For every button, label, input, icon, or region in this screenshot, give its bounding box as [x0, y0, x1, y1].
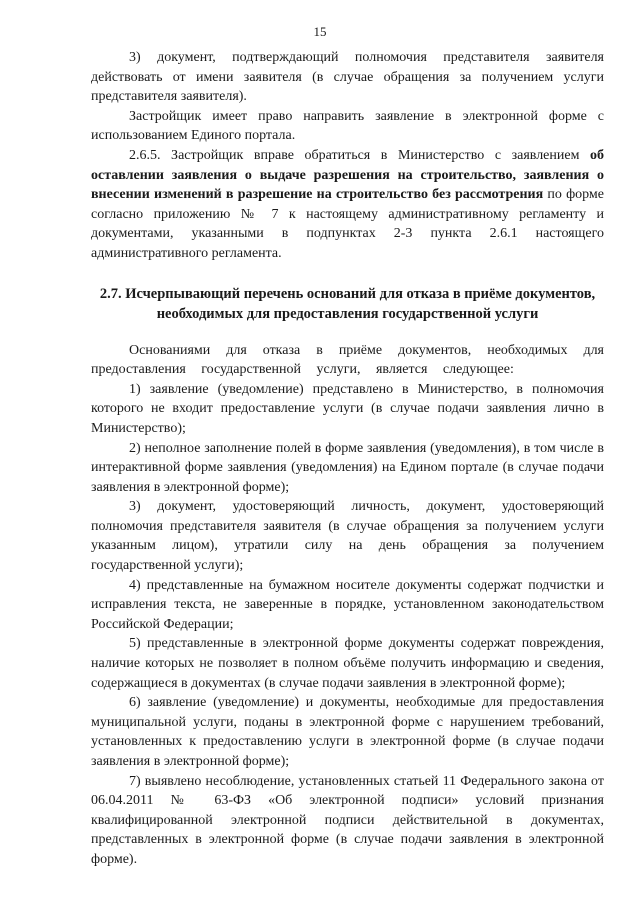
section-heading-2-7: 2.7. Исчерпывающий перечень оснований для отказа в приёме документов, необходимых для предоставления государственной услуги: [99, 285, 596, 322]
list-item-7: 7) выявлено несоблюдение, установленных статьей 11 Федерального закона от 06.04.2011 № 63-ФЗ «Об электронной подписи» условий признания квалифицированной электронной подписи действительной в документах, представленных в электронной форме (в случае подачи заявления в электронной форме).: [91, 773, 604, 867]
list-item-6: 6) заявление (уведомление) и документы, необходимые для предоставления муниципальной услуги, поданы в электронной форме с нарушением требований, установленных к предоставлению услуги в электронной форме (в случае подачи заявления в электронной форме);: [91, 695, 604, 769]
paragraph-2-6-5: [91, 146, 604, 264]
list-item-3: 3) документ, удостоверяющий личность, документ, удостоверяющий полномочия представителя заявителя (в случае обращения за получением услуги указанным лицом), утратили силу на день обращения за получением государственной услуги);: [91, 499, 604, 574]
page-content: [91, 48, 604, 870]
paragraph-2-6-5-tail: по форме согласно приложению № 7 к настоящему административному регламенту и документами, указанными в подпунктах 2-3 пункта 2.6.1 настоящего административного регламента.: [91, 187, 604, 261]
paragraph-2-6-5-bold: об оставлении заявления о выдаче разрешения на строительство, заявления о внесении изменений в разрешение на строительство без рассмотрения: [91, 147, 605, 203]
section-intro: Основаниями для отказа в приёме документов, необходимых для предоставления государственной услуги, является следующее:: [91, 342, 604, 378]
list-item-1: 1) заявление (уведомление) представлено в Министерство, в полномочия которого не входит предоставление услуги (в случае подачи заявления лично в Министерство);: [91, 381, 604, 436]
page-number: 15: [313, 24, 327, 39]
list-item-4: 4) представленные на бумажном носителе документы содержат подчистки и исправления текста, не заверенные в порядке, установленном законодательством Российской Федерации;: [91, 577, 604, 632]
list-item-5: 5) представленные в электронной форме документы содержат повреждения, наличие которых не позволяет в полном объёме получить информацию и сведения, содержащиеся в документах (в случае подачи заявления в электронной форме);: [91, 636, 604, 691]
paragraph-electronic-submission: Застройщик имеет право направить заявление в электронной форме с использованием Единого портала.: [91, 108, 604, 144]
list-item-2: 2) неполное заполнение полей в форме заявления (уведомления), в том числе в интерактивной форме заявления (уведомления) на Едином портале (в случае подачи заявления в электронной форме);: [91, 440, 604, 495]
paragraph-representative-document: 3) документ, подтверждающий полномочия представителя заявителя действовать от имени заявителя (в случае обращения за получением услуги представителя заявителя).: [91, 50, 604, 105]
paragraph-2-6-5-lead: 2.6.5. Застройщик вправе обратиться в Министерство с заявлением: [129, 147, 580, 163]
